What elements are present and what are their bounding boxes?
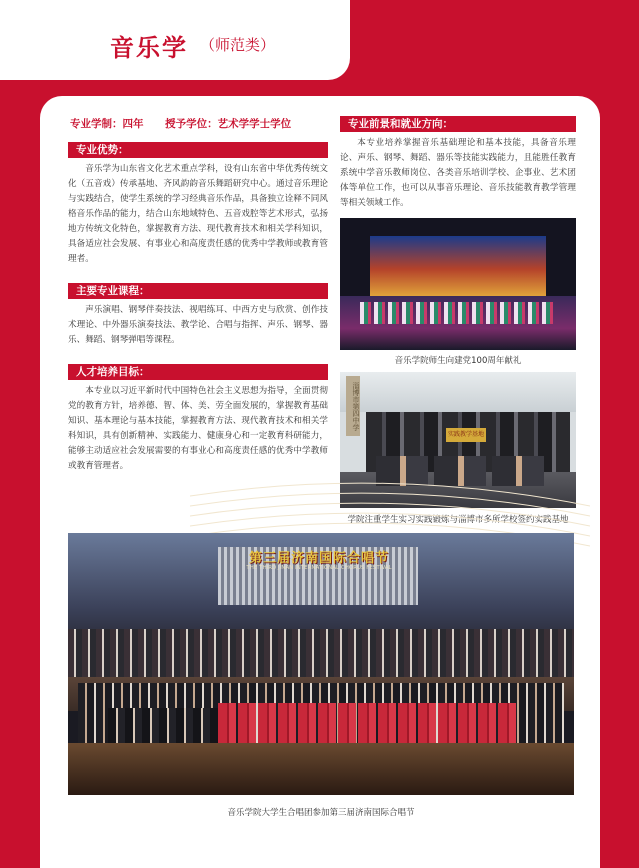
content-panel [40,96,600,868]
advantages-heading: 专业优势： [68,142,328,158]
program-meta [70,116,309,131]
goals-heading: 人才培养目标： [68,364,328,380]
festival-banner: 第三届济南国际合唱节 [248,551,389,566]
choir-photo [68,533,574,795]
festival-banner-en: THE THIRD JINAN INTERNATIONAL CHORUS FESTIVAL [246,565,392,571]
prospects-heading: 专业前景和就业方向： [340,116,576,132]
prospects-body: 本专业培养掌握音乐基础理论和基本技能，具备音乐理论、声乐、钢琴、舞蹈、器乐等技能实践能力，且能胜任教育系统中学音乐教师岗位、各类音乐培训学校、企事业、艺术团体等单位工作，也可以从事音乐理论、音乐技能教育教学管理等相关领域工作。 [340,138,576,208]
program-degree: 授予学位：艺术学学士学位 [165,118,292,130]
choir-loft [68,629,574,677]
program-duration: 专业学制：四年 [70,118,144,130]
plaque: 实践教学基地 [446,428,486,442]
page-title: 音乐学 [110,34,188,62]
performance-photo [340,218,576,350]
page-subtitle: （师范类） [200,36,276,54]
choir-caption: 音乐学院大学生合唱团参加第三届济南国际合唱节 [227,808,415,818]
courses-body: 声乐演唱、钢琴伴奏技法、视唱练耳、中西方史与欣赏、创作技术理论、中外器乐演奏技法、教学论、合唱与指挥、声乐、钢琴、器乐、舞蹈、钢琴弹唱等课程。 [68,305,328,345]
courses-heading: 主要专业课程： [68,283,328,299]
performers [360,302,556,324]
stage-floor-choir [68,743,574,795]
goals-body: 本专业以习近平新时代中国特色社会主义思想为指导，全面贯彻党的教育方针，培养德、智、体、美、劳全面发展的，掌握教育基础知识、基本理论与基本技能，掌握教育方法、现代教育技术和相关学科知识，具有创新精神、实践能力、健康身心和一定教育科研能力，能够主动适应社会发展需要的有事业心和高度责任感的优秀中学教师或教育管理者。 [68,386,328,471]
stage-screen [370,236,546,296]
building-facade [340,372,576,412]
signing-caption: 学院注重学生实习实践锻炼与淄博市多所学校签约实践基地 [347,515,569,525]
advantages-body: 音乐学为山东省文化艺术重点学科，设有山东省中华优秀传统文化（五音戏）传承基地、齐风韵韵音乐舞蹈研究中心。通过音乐理论与实践结合，使学生系统的学习经典音乐作品，具备独立诠释不同风格音乐作品的能力，结合山东地域特色、五音戏腔等艺术形式，弘扬地方传统文化特色，掌握教育方法、现代教育技术和相关学科知识，具备适应社会发展、有事业心和高度责任感的优秀中学教师或教育管理者。 [68,164,328,264]
school-signboard: 淄博市第四中学 [346,376,360,436]
performance-caption: 音乐学院师生向建党100周年献礼 [394,356,522,366]
